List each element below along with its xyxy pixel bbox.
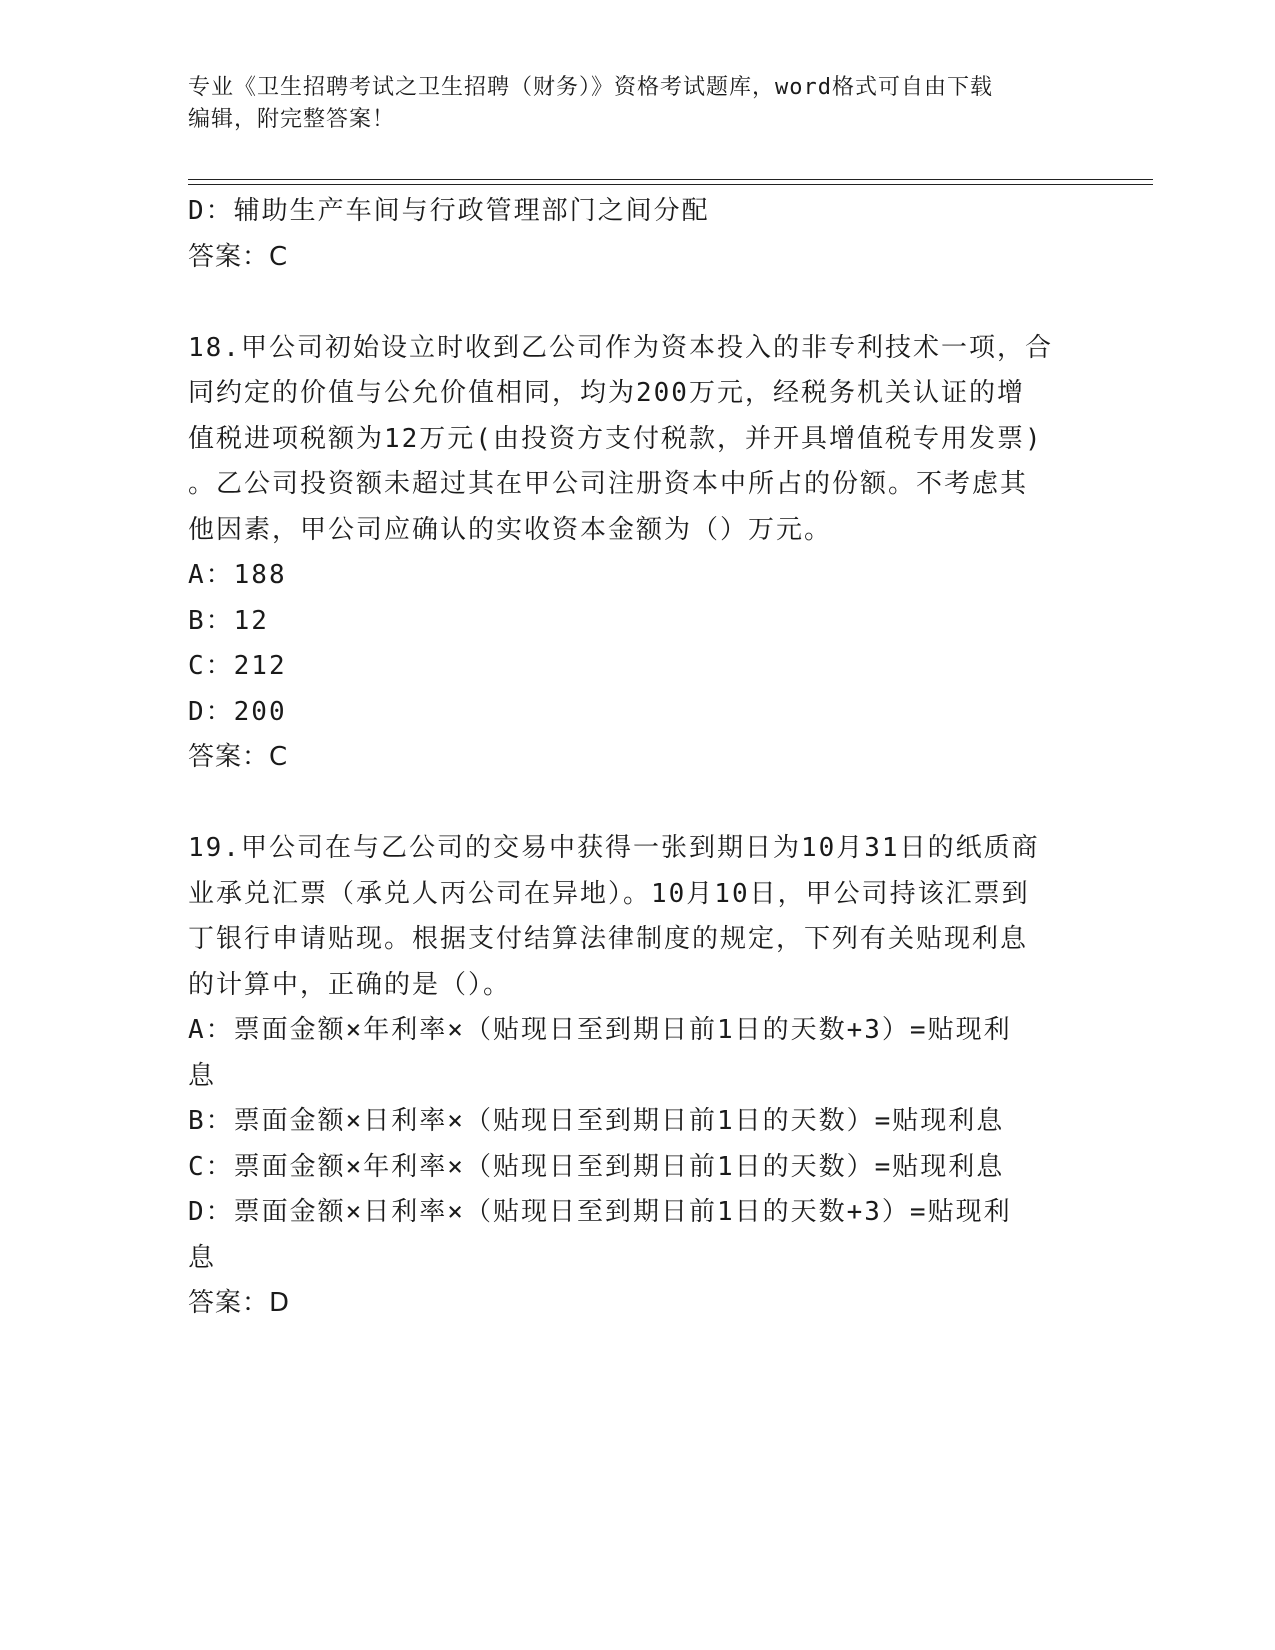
option-d-continued: 息 — [188, 1242, 217, 1273]
question-stem-line: 的计算中，正确的是（）。 — [188, 969, 512, 1000]
header-divider-bottom — [188, 184, 1153, 185]
answer: 答案：C — [188, 241, 289, 272]
option-d: D：200 — [188, 696, 287, 727]
option-a: A：188 — [188, 560, 287, 590]
question-19 — [188, 826, 1088, 1327]
question-stem-line: 业承兑汇票（承兑人丙公司在异地）。10月10日，甲公司持该汇票到 — [188, 878, 1030, 909]
option-c: C：票面金额×年利率×（贴现日至到期日前1日的天数）=贴现利息 — [188, 1151, 1005, 1182]
spacer — [188, 280, 1088, 326]
previous-question-tail — [188, 189, 1088, 280]
question-stem-line: 值税进项税额为12万元(由投资方支付税款，并开具增值税专用发票) — [188, 423, 1043, 454]
option-d: D：辅助生产车间与行政管理部门之间分配 — [188, 196, 710, 226]
option-d: D：票面金额×日利率×（贴现日至到期日前1日的天数+3）=贴现利 — [188, 1197, 1012, 1227]
option-a-continued: 息 — [188, 1060, 217, 1091]
option-c: C：212 — [188, 651, 287, 681]
header-line-1: 专业《卫生招聘考试之卫生招聘（财务）》资格考试题库，word格式可自由下载 — [188, 75, 993, 100]
document-header — [188, 72, 1088, 136]
question-stem-line: 18.甲公司初始设立时收到乙公司作为资本投入的非专利技术一项，合 — [188, 332, 1053, 363]
option-b: B：票面金额×日利率×（贴现日至到期日前1日的天数）=贴现利息 — [188, 1106, 1005, 1136]
answer: 答案：C — [188, 742, 289, 772]
question-18 — [188, 326, 1088, 781]
header-line-2: 编辑，附完整答案！ — [188, 107, 396, 132]
spacer — [188, 781, 1088, 827]
option-b: B：12 — [188, 605, 269, 636]
question-stem-line: 。乙公司投资额未超过其在甲公司注册资本中所占的份额。不考虑其 — [188, 469, 1029, 499]
question-stem-line: 丁银行申请贴现。根据支付结算法律制度的规定，下列有关贴现利息 — [188, 924, 1029, 954]
question-stem-line: 19.甲公司在与乙公司的交易中获得一张到期日为10月31日的纸质商 — [188, 833, 1040, 863]
question-stem-line: 他因素，甲公司应确认的实收资本金额为（）万元。 — [188, 514, 833, 545]
document-body — [188, 189, 1088, 1327]
option-a: A：票面金额×年利率×（贴现日至到期日前1日的天数+3）=贴现利 — [188, 1015, 1012, 1045]
answer: 答案：D — [188, 1288, 291, 1318]
question-stem-line: 同约定的价值与公允价值相同，均为200万元，经税务机关认证的增 — [188, 378, 1025, 408]
header-divider-top — [188, 179, 1153, 180]
